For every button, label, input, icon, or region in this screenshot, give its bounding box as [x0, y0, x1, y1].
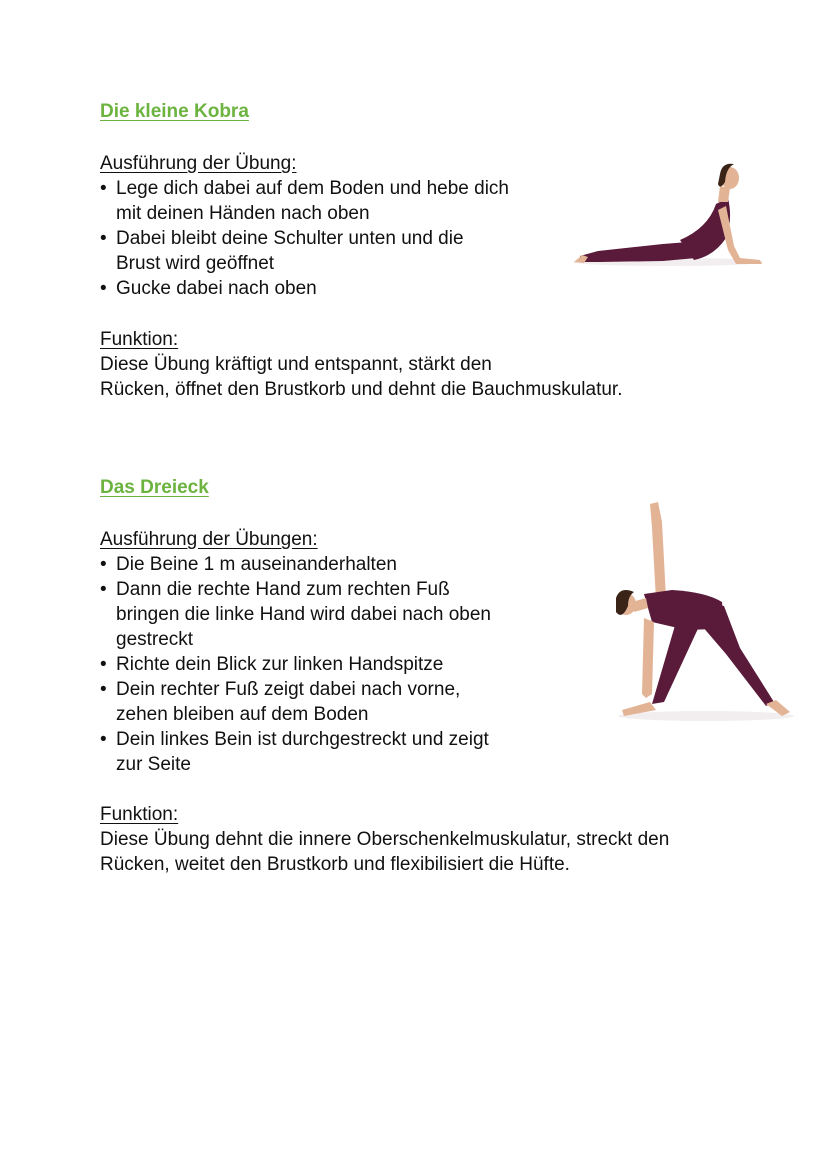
cobra-pose-image	[568, 158, 772, 270]
function-label-kobra: Funktion:	[100, 329, 179, 350]
triangle-pose-image	[606, 498, 796, 724]
list-item: • Gucke dabei nach oben	[100, 276, 509, 301]
list-item: • Dein linkes Bein ist durchgestreckt und zeigt zur Seite	[100, 727, 491, 777]
execution-label-kobra: Ausführung der Übung:	[100, 153, 297, 174]
list-item: • Dabei bleibt deine Schulter unten und die Brust wird geöffnet	[100, 226, 509, 276]
execution-label-dreieck: Ausführung der Übungen:	[100, 529, 318, 550]
list-item: • Richte dein Blick zur linken Handspitze	[100, 652, 491, 677]
list-item: • Dein rechter Fuß zeigt dabei nach vorne, zehen bleiben auf dem Boden	[100, 677, 491, 727]
function-label-dreieck: Funktion:	[100, 804, 179, 825]
bullet-list-kobra	[100, 176, 509, 301]
list-item: • Lege dich dabei auf dem Boden und hebe dich mit deinen Händen nach oben	[100, 176, 509, 226]
list-item: • Dann die rechte Hand zum rechten Fuß bringen die linke Hand wird dabei nach oben gestreckt	[100, 577, 491, 652]
section-title-kobra: Die kleine Kobra	[100, 101, 249, 122]
list-item: • Die Beine 1 m auseinanderhalten	[100, 552, 491, 577]
section-title-dreieck: Das Dreieck	[100, 477, 209, 498]
bullet-list-dreieck	[100, 552, 491, 777]
function-text-dreieck: Diese Übung dehnt die innere Oberschenkelmuskulatur, streckt den Rücken, weitet den Brustkorb und flexibilisiert die Hüfte.	[100, 829, 670, 875]
function-text-kobra: Diese Übung kräftigt und entspannt, stärkt den Rücken, öffnet den Brustkorb und dehnt die Bauchmuskulatur.	[100, 354, 623, 400]
